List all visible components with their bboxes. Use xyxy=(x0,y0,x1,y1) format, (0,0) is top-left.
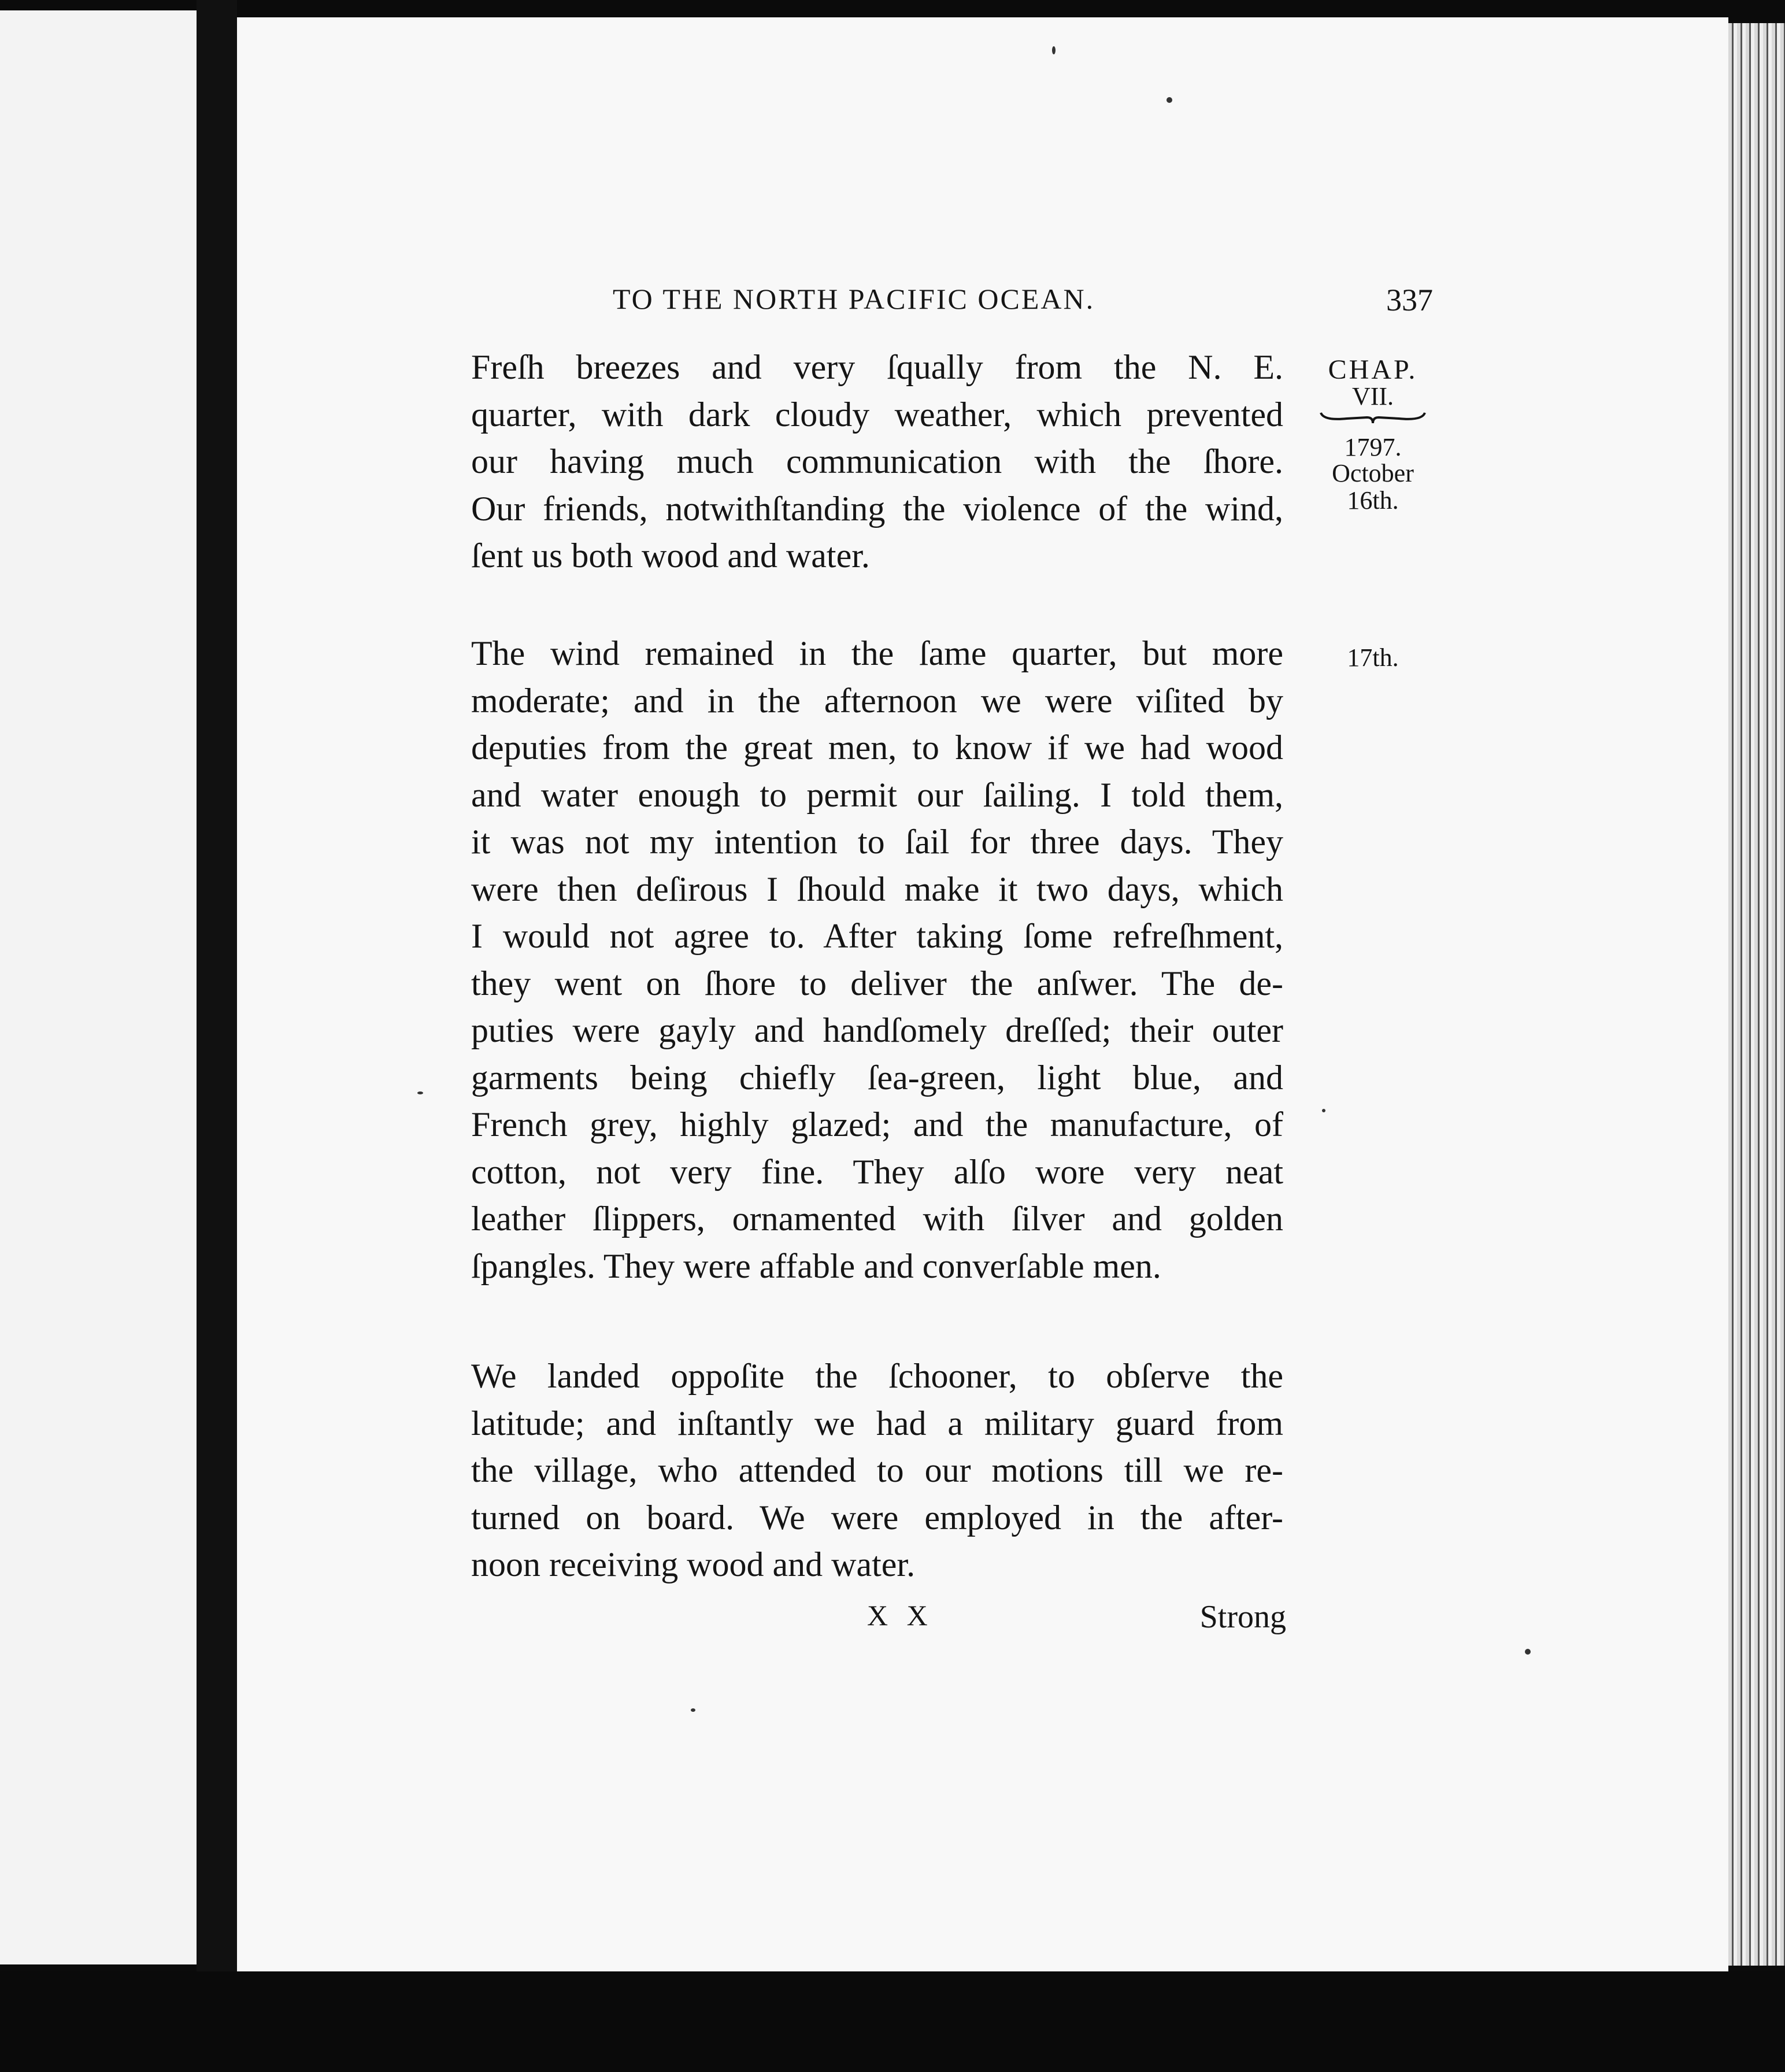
ink-speck xyxy=(1525,1649,1531,1655)
book-spine-gutter xyxy=(197,0,237,1989)
running-title: TO THE NORTH PACIFIC OCEAN. xyxy=(613,283,1095,315)
page-edges xyxy=(1728,23,1785,1966)
catchword: Strong xyxy=(1199,1599,1286,1635)
margin-date-first: 16th. xyxy=(1347,486,1399,515)
text-line: turned on board. We were employed in the after- xyxy=(471,1498,1283,1537)
paragraph-2 xyxy=(471,630,1283,1290)
margin-chapter-label: CHAP. xyxy=(1328,354,1418,385)
text-line: noon receiving wood and water. xyxy=(471,1545,916,1583)
text-line: they went on ſhore to deliver the anſwer. The de- xyxy=(471,964,1283,1002)
paragraph-3 xyxy=(471,1353,1283,1589)
signature-mark: X X xyxy=(867,1599,934,1631)
text-line: latitude; and inſtantly we had a military guard from xyxy=(471,1404,1283,1442)
ink-speck xyxy=(1166,97,1172,103)
text-line: and water enough to permit our ſailing. I told them, xyxy=(471,775,1283,814)
text-line: it was not my intention to ſail for three days. They xyxy=(471,823,1283,861)
margin-month: October xyxy=(1332,459,1414,487)
text-line: puties were gayly and handſomely dreſſed; their outer xyxy=(471,1011,1283,1049)
ink-speck xyxy=(1052,46,1056,54)
text-line: ſpangles. They were affable and converſable men. xyxy=(471,1246,1161,1285)
text-line: I would not agree to. After taking ſome refreſhment, xyxy=(471,917,1283,955)
ink-speck xyxy=(417,1092,423,1094)
facing-blank-page xyxy=(0,10,197,1964)
text-line: the village, who attended to our motions till we re- xyxy=(471,1451,1283,1489)
text-line: were then deſirous I ſhould make it two days, which xyxy=(471,870,1283,908)
text-line: We landed oppoſite the ſchooner, to obſerve the xyxy=(471,1357,1283,1395)
page-number: 337 xyxy=(1386,283,1433,317)
ink-speck xyxy=(1322,1109,1325,1112)
paragraph-1 xyxy=(471,344,1283,580)
text-line: Freſh breezes and very ſqually from the N. E. xyxy=(471,348,1283,386)
text-line: cotton, not very fine. They alſo wore very neat xyxy=(471,1152,1283,1191)
text-line: deputies from the great men, to know if we had wood xyxy=(471,728,1283,767)
text-line: Our friends, notwithſtanding the violence of the wind, xyxy=(471,489,1283,528)
text-line: garments being chiefly ſea-green, light blue, and xyxy=(471,1058,1283,1097)
text-line: The wind remained in the ſame quarter, but more xyxy=(471,634,1283,672)
brace-icon xyxy=(1318,408,1428,426)
margin-date-second: 17th. xyxy=(1347,643,1399,672)
ink-speck xyxy=(691,1708,695,1712)
text-line: our having much communication with the ſhore. xyxy=(471,442,1283,480)
text-line: moderate; and in the afternoon we were viſited by xyxy=(471,681,1283,720)
margin-chapter-number: VII. xyxy=(1351,382,1394,410)
text-line: leather ſlippers, ornamented with ſilver and golden xyxy=(471,1200,1283,1238)
margin-year: 1797. xyxy=(1344,433,1402,461)
scan-background xyxy=(0,1971,1785,2072)
text-line: quarter, with dark cloudy weather, which prevented xyxy=(471,395,1283,434)
text-line: French grey, highly glazed; and the manufacture, of xyxy=(471,1105,1283,1144)
text-line: ſent us both wood and water. xyxy=(471,536,870,575)
